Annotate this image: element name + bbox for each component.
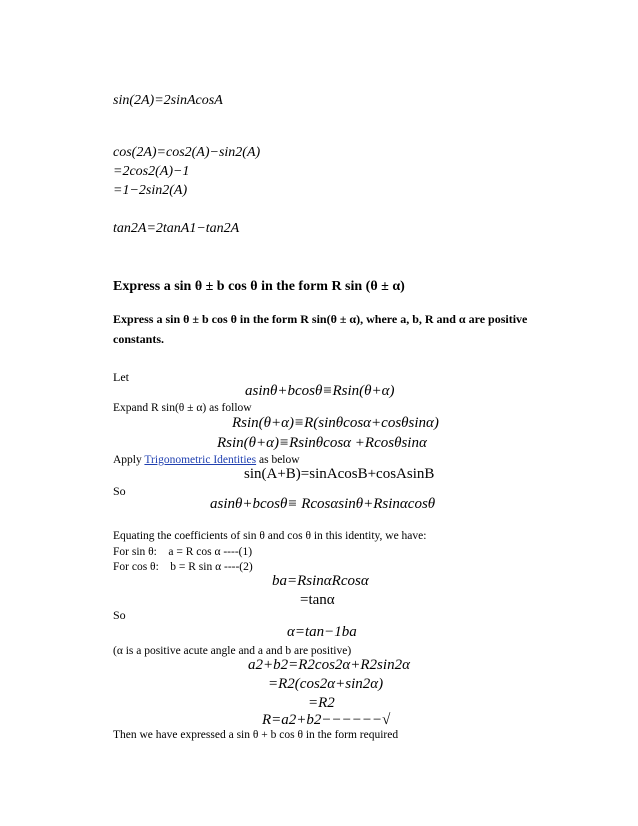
equation-compare: asinθ+bcosθ≡ Rcosαsinθ+Rsinαcosθ — [210, 496, 436, 512]
let-label: Let — [113, 370, 129, 384]
expand-label: Expand R sin(θ ± α) as follow — [113, 402, 252, 414]
formula-tan-2a: tan2A=2tanA1−tan2A — [113, 221, 240, 236]
formula-cos-2a-line2: =2cos2(A)−1 — [113, 164, 190, 179]
apply-line — [113, 455, 300, 467]
note-text: (α is a positive acute angle and a and b are positive) — [113, 645, 352, 657]
trigonometric-identities-link[interactable]: Trigonometric Identities — [144, 454, 257, 466]
for-sin-text: For sin θ: a = R cos α ----(1) — [113, 546, 253, 558]
equation-identity: asinθ+bcosθ≡Rsin(θ+α) — [245, 383, 395, 399]
equating-text: Equating the coefficients of sin θ and cos θ in this identity, we have: — [113, 530, 427, 542]
formula-cos-2a-line1: cos(2A)=cos2(A)−sin2(A) — [113, 145, 261, 160]
intro-line-2: constants. — [113, 332, 165, 346]
equation-ratio: ba=RsinαRcosα — [272, 573, 369, 589]
equation-sum-formula: sin(A+B)=sinAcosB+cosAsinB — [244, 466, 435, 482]
section-heading: Express a sin θ ± b cos θ in the form R sin (θ ± α) — [113, 279, 405, 294]
formula-cos-2a-line3: =1−2sin2(A) — [113, 183, 188, 198]
so-label-1: So — [113, 484, 126, 498]
apply-prefix: Apply — [113, 454, 145, 466]
equation-expand-2: Rsin(θ+α)≡Rsinθcosα +Rcosθsinα — [217, 435, 427, 451]
formula-sin-2a: sin(2A)=2sinAcosA — [113, 93, 223, 108]
equation-factor: =R2(cos2α+sin2α) — [268, 676, 384, 692]
closing-text: Then we have expressed a sin θ + b cos θ in the form required — [113, 729, 399, 741]
equation-expand-1: Rsin(θ+α)≡R(sinθcosα+cosθsinα) — [232, 415, 439, 431]
apply-suffix: as below — [256, 454, 300, 466]
equation-tan: =tanα — [300, 592, 335, 608]
for-cos-text: For cos θ: b = R sin α ----(2) — [113, 561, 253, 573]
intro-line-1: Express a sin θ ± b cos θ in the form R sin(θ ± α), where a, b, R and α are positive — [113, 312, 528, 326]
so-label-2: So — [113, 608, 126, 622]
equation-r-squared: =R2 — [308, 695, 335, 711]
equation-sum-squares: a2+b2=R2cos2α+R2sin2α — [248, 657, 410, 673]
equation-r: R=a2+b2−−−−−−√ — [262, 712, 391, 728]
equation-alpha: α=tan−1ba — [287, 624, 357, 640]
